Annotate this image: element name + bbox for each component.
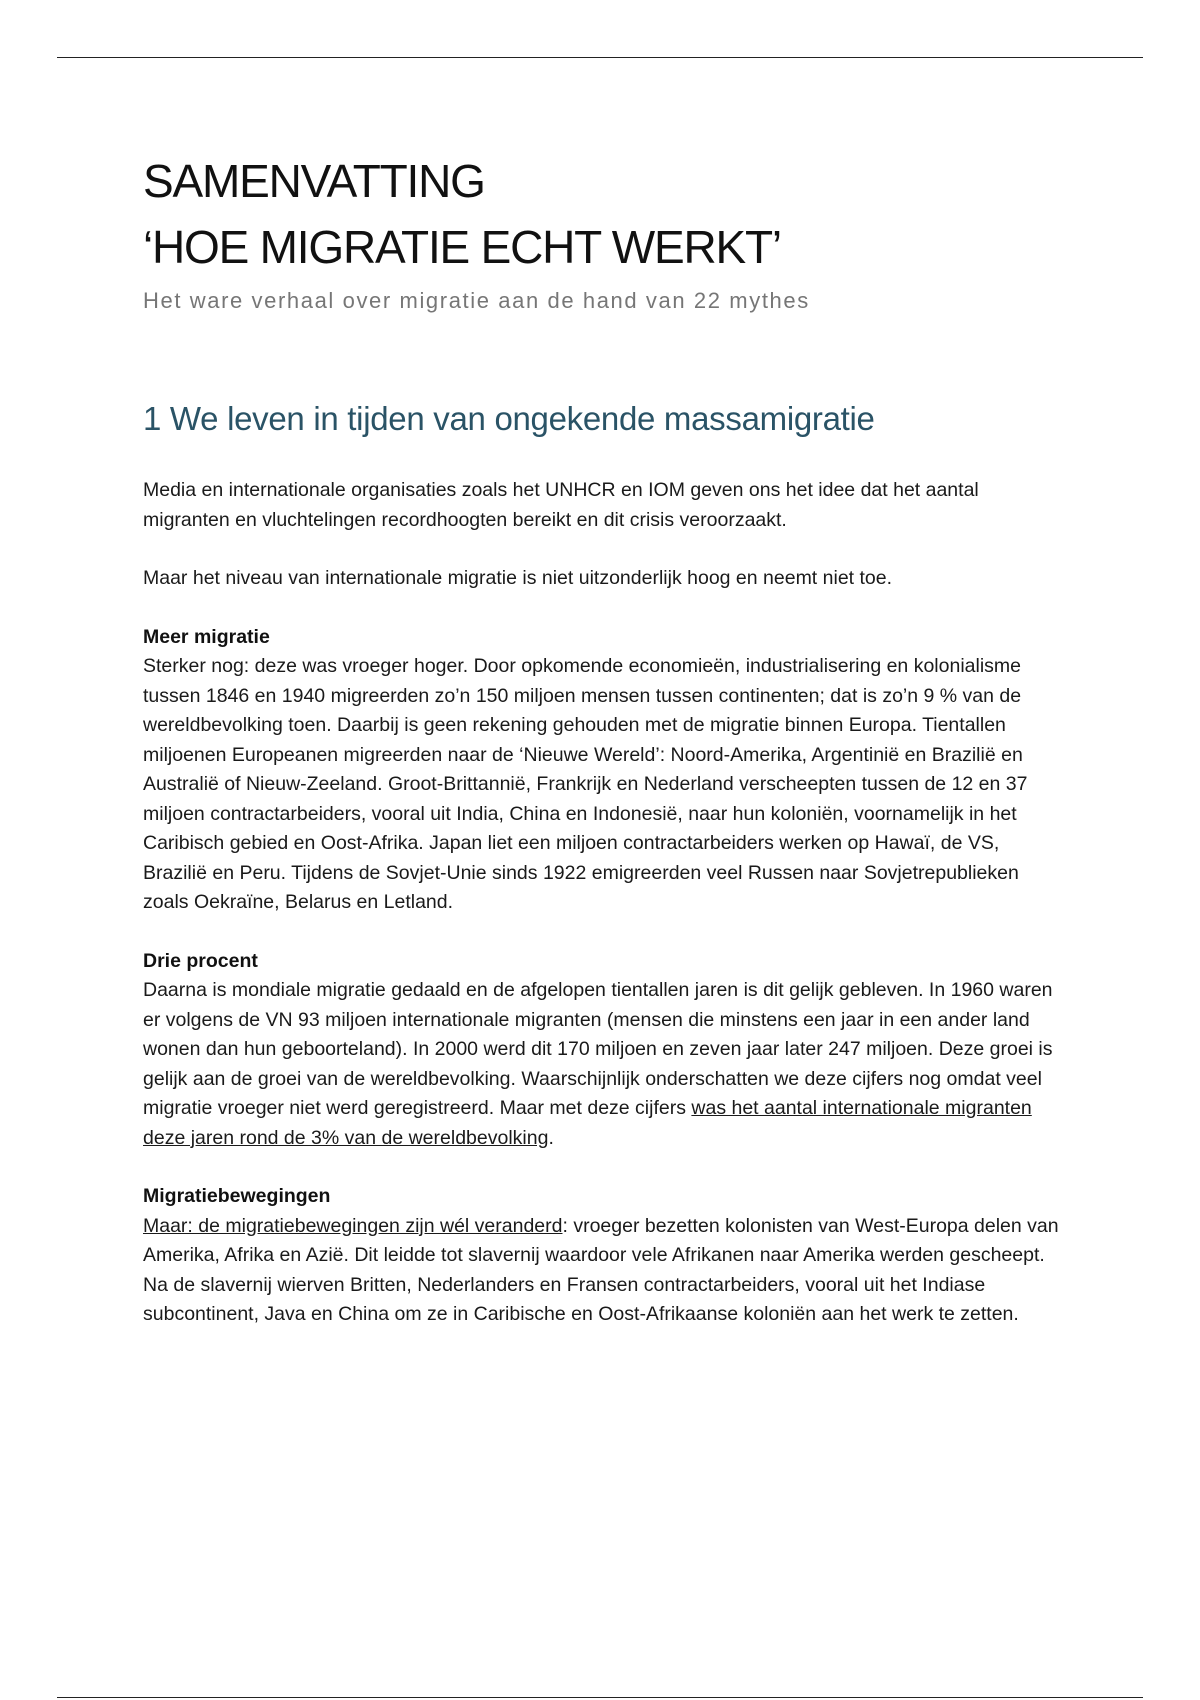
intro-paragraph: Media en internationale organisaties zoals het UNHCR en IOM geven ons het idee dat het aantal migranten en vluchtelingen recordhoogten bereikt en dit crisis veroorzaakt. <box>143 479 979 531</box>
section-title: 1 We leven in tijden van ongekende massamigratie <box>143 400 875 437</box>
subsection-heading-meer-migratie: Meer migratie <box>143 625 270 648</box>
top-rule <box>57 57 1143 58</box>
paragraph-text: : vroeger bezetten kolonisten van West-Europa delen van Amerika, Afrika en Azië. Dit leidde tot slavernij waardoor vele Afrikanen naar Amerika werden gescheept. Na de slavernij wierven Britten, Nederlanders en Fransen contractarbeiders, vooral uit het Indiase subcontinent, Java en China om ze in Caribische en Oost-Afrikaanse koloniën aan het werk te zetten. <box>143 1214 1059 1325</box>
document-subtitle: Het ware verhaal over migratie aan de hand van 22 mythes <box>143 288 810 313</box>
subsection-heading-drie-procent: Drie procent <box>143 949 258 972</box>
document-title <box>143 148 1068 280</box>
underlined-emphasis: was het aantal internationale migranten deze jaren rond de 3% van de wereldbevolking <box>143 1097 1032 1149</box>
title-line-1: SAMENVATTING <box>143 155 485 207</box>
subsection-paragraph-migratiebewegingen <box>143 1212 1068 1330</box>
document-body <box>143 148 1068 1330</box>
underlined-emphasis: Maar: de migratiebewegingen zijn wél veranderd <box>143 1214 563 1237</box>
subsection-paragraph-meer-migratie: Sterker nog: deze was vroeger hoger. Door opkomende economieën, industrialisering en kolonialisme tussen 1846 en 1940 migreerden zo’n 150 miljoen mensen tussen continenten; dat is zo’n 9 % van de wereldbevolking toen. Daarbij is geen rekening gehouden met de migratie binnen Europa. Tientallen miljoenen Europeanen migreerden naar de ‘Nieuwe Wereld’: Noord-Amerika, Argentinië en Brazilië en Australië of Nieuw-Zeeland. Groot-Brittannië, Frankrijk en Nederland verscheepten tussen de 12 en 37 miljoen contractarbeiders, vooral uit India, China en Indonesië, naar hun koloniën, voornamelijk in het Caribisch gebied en Oost-Afrika. Japan liet een miljoen contractarbeiders werken op Hawaï, de VS, Brazilië en Peru. Tijdens de Sovjet-Unie sinds 1922 emigreerden veel Russen naar Sovjetrepublieken zoals Oekraïne, Belarus en Letland. <box>143 655 1028 913</box>
subsection-heading-migratiebewegingen: Migratiebewegingen <box>143 1185 331 1207</box>
paragraph-text-end: . <box>548 1126 554 1149</box>
bottom-rule <box>57 1697 1143 1698</box>
paragraph-text: Daarna is mondiale migratie gedaald en de afgelopen tientallen jaren is dit gelijk gebleven. In 1960 waren er volgens de VN 93 miljoen internationale migranten (mensen die minstens een jaar in een ander land wonen dan hun geboorteland). In 2000 werd dit 170 miljoen en zeven jaar later 247 miljoen. Deze groei is gelijk aan de groei van de wereldbevolking. Waarschijnlijk onderschatten we deze cijfers nog omdat veel migratie vroeger niet werd geregistreerd. Maar met deze cijfers <box>143 979 1053 1119</box>
title-line-2: ‘HOE MIGRATIE ECHT WERKT’ <box>143 221 781 273</box>
subsection-paragraph-drie-procent <box>143 976 1068 1153</box>
claim-paragraph: Maar het niveau van internationale migratie is niet uitzonderlijk hoog en neemt niet toe. <box>143 567 893 589</box>
